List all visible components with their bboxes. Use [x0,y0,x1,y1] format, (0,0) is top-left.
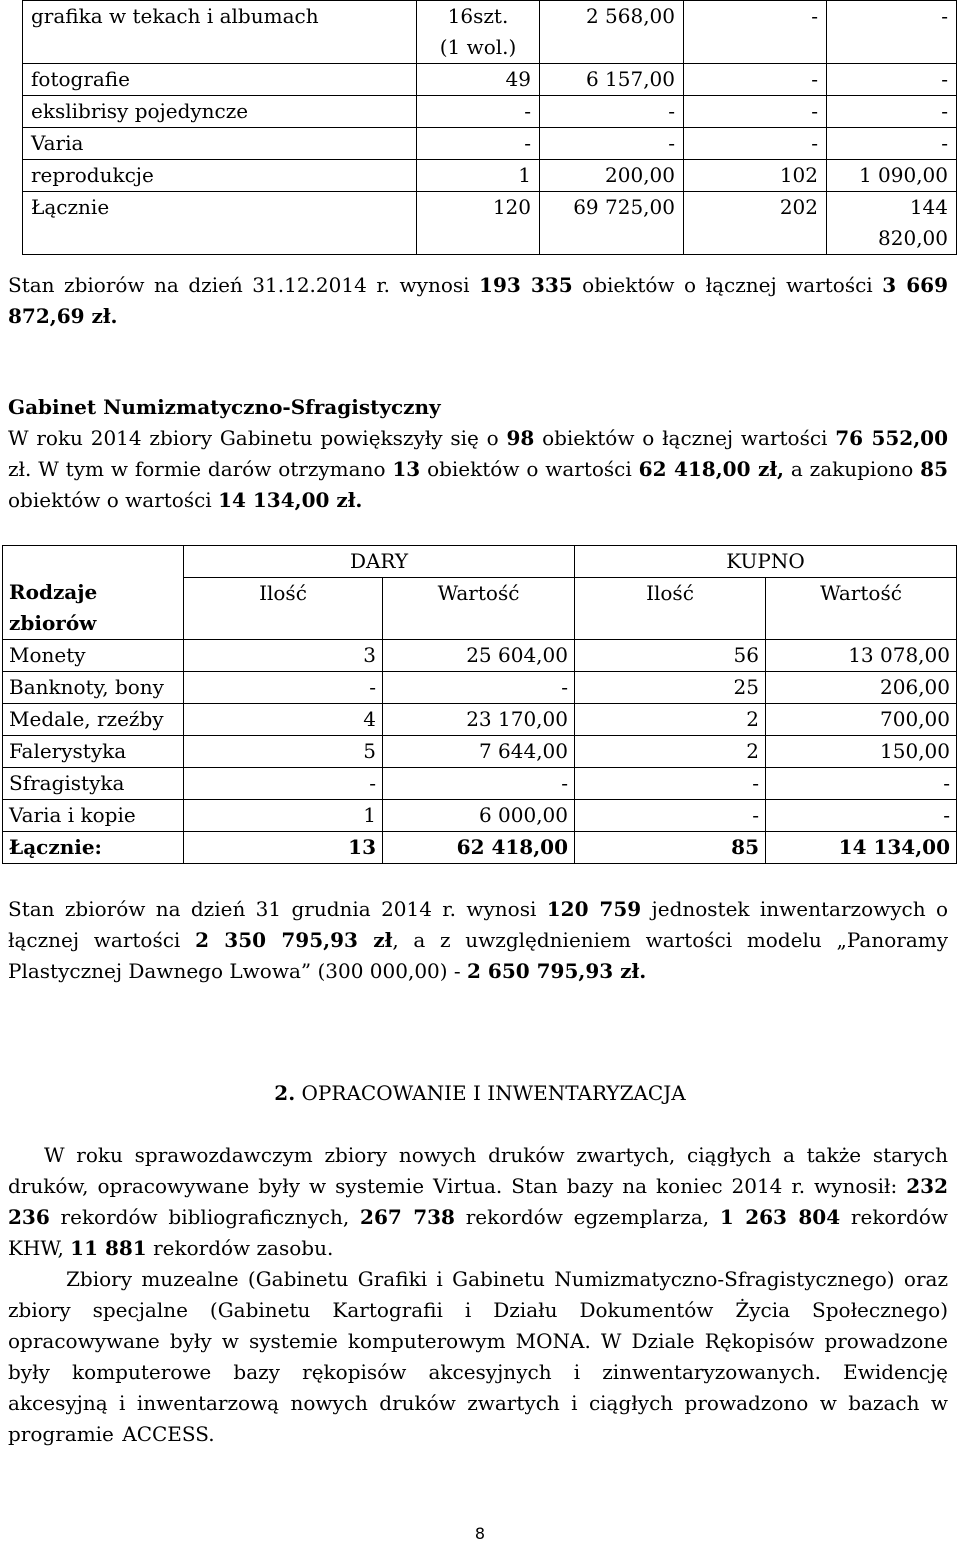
cell-dary-wartosc: - [383,672,575,704]
cell-value: - [540,96,684,128]
cell-type: Varia i kopie [3,800,184,832]
cell-type: Sfragistyka [3,768,184,800]
collection-table-continued [22,0,957,255]
cell-kupno-ilosc: 2 [575,736,766,768]
cell-name: grafika w tekach i albumach [23,1,417,64]
table-row [3,800,957,832]
cell-type: Łącznie: [3,832,184,864]
cell-dary-wartosc: 62 418,00 [383,832,575,864]
cell-dary-ilosc: 1 [184,800,383,832]
column-header-wartosc: Wartość [766,578,957,640]
cell-dary-ilosc: 3 [184,640,383,672]
cell-dary-ilosc: 5 [184,736,383,768]
cell-dary-wartosc: 25 604,00 [383,640,575,672]
cell-type: Medale, rzeźby [3,704,184,736]
cell-dary-wartosc: - [383,768,575,800]
column-header-type: Rodzaje zbiorów [3,546,184,640]
museum-collections-paragraph: Zbiory muzealne (Gabinetu Grafiki i Gabinetu Numizmatyczno-Sfragistycznego) oraz zbiory specjalne (Gabinetu Kartografii i Działu Dokumentów Życia Społecznego) opracowywane były w systemie komputerowym MONA. W Dziale Rękopisów prowadzone były komputerowe bazy rękopisów akcesyjnych i zinwentaryzowanych. Ewidencję akcesyjną i inwentarzową nowych druków zwartych i ciągłych prowadzono w bazach w programie ACCESS. [8,1267,948,1446]
cell-dary-wartosc: 7 644,00 [383,736,575,768]
cell-type: Falerystyka [3,736,184,768]
cell-kupno-ilosc: 2 [575,704,766,736]
cell-count: - [417,96,540,128]
cell-count-2: 202 [684,192,827,255]
cell-kupno-ilosc: - [575,768,766,800]
cell-kupno-wartosc: 14 134,00 [766,832,957,864]
cell-count-2: 102 [684,160,827,192]
cell-kupno-wartosc: - [766,800,957,832]
cell-count-2: - [684,128,827,160]
group-header-dary: DARY [184,546,575,578]
acquisitions-table [2,545,957,864]
cell-value: 2 568,00 [540,1,684,64]
cell-count: 120 [417,192,540,255]
cell-dary-ilosc: 4 [184,704,383,736]
cell-type: Monety [3,640,184,672]
cell-value-2: - [827,64,957,96]
table-row [3,768,957,800]
cell-kupno-ilosc: - [575,800,766,832]
cell-value-2: - [827,1,957,64]
cell-value-2: 144 820,00 [827,192,957,255]
cell-count: - [417,128,540,160]
cell-kupno-wartosc: 13 078,00 [766,640,957,672]
cell-name: reprodukcje [23,160,417,192]
cell-name: Łącznie [23,192,417,255]
cell-kupno-ilosc: 56 [575,640,766,672]
cell-value: 69 725,00 [540,192,684,255]
column-header-ilosc: Ilość [184,578,383,640]
table-row [3,640,957,672]
cell-kupno-wartosc: 206,00 [766,672,957,704]
column-header-ilosc: Ilość [575,578,766,640]
cell-kupno-ilosc: 85 [575,832,766,864]
numismatic-section-paragraph: Gabinet Numizmatyczno-Sfragistyczny W roku 2014 zbiory Gabinetu powiększyły się o 98 obiektów o łącznej wartości 76 552,00 zł. W tym w formie darów otrzymano 13 obiektów o wartości 62 418,00 zł, a zakupiono 85 obiektów o wartości 14 134,00 zł. [8,395,949,512]
cell-count-2: - [684,96,827,128]
cell-count: 49 [417,64,540,96]
total-status-paragraph: Stan zbiorów na dzień 31 grudnia 2014 r. wynosi 120 759 jednostek inwentarzowych o łącznej wartości 2 350 795,93 zł, a z uwzględnieniem wartości modelu „Panoramy Plastycznej Dawnego Lwowa” (300 000,00) - 2 650 795,93 zł. [8,897,949,983]
cell-value: 200,00 [540,160,684,192]
total-row [3,832,957,864]
page-number: 8 [474,1524,486,1543]
cell-kupno-wartosc: 150,00 [766,736,957,768]
cell-value-2: 1 090,00 [827,160,957,192]
cell-dary-ilosc: 13 [184,832,383,864]
cell-dary-wartosc: 6 000,00 [383,800,575,832]
cell-value: - [540,128,684,160]
collection-status-paragraph: Stan zbiorów na dzień 31.12.2014 r. wynosi 193 335 obiektów o łącznej wartości 3 669 872,69 zł. [8,273,948,328]
cell-kupno-ilosc: 25 [575,672,766,704]
cataloguing-paragraph: W roku sprawozdawczym zbiory nowych druków zwartych, ciągłych a także starych druków, opracowywane były w systemie Virtua. Stan bazy na koniec 2014 r. wynosił: 232 236 rekordów bibliograficznych, 267 738 rekordów egzemplarza, 1 263 804 rekordów KHW, 11 881 rekordów zasobu. [8,1143,948,1260]
cell-type: Banknoty, bony [3,672,184,704]
column-header-wartosc: Wartość [383,578,575,640]
cell-name: Varia [23,128,417,160]
table-row [23,192,957,255]
cell-count-2: - [684,64,827,96]
section-title: Gabinet Numizmatyczno-Sfragistyczny [8,395,441,419]
cell-dary-wartosc: 23 170,00 [383,704,575,736]
table-row [23,64,957,96]
cell-dary-ilosc: - [184,672,383,704]
table-row [23,160,957,192]
cell-name: fotografie [23,64,417,96]
table-row [23,128,957,160]
table-row [3,704,957,736]
table-group-header-row [3,546,957,578]
cell-count-2: - [684,1,827,64]
table-row [23,96,957,128]
cell-value-2: - [827,128,957,160]
cell-kupno-wartosc: - [766,768,957,800]
group-header-kupno: KUPNO [575,546,957,578]
cell-dary-ilosc: - [184,768,383,800]
table-row [23,1,957,64]
cell-count: 1 [417,160,540,192]
cell-count: 16szt. (1 wol.) [417,1,540,64]
table-row [3,672,957,704]
table-row [3,736,957,768]
cell-value-2: - [827,96,957,128]
cell-name: ekslibrisy pojedyncze [23,96,417,128]
cell-value: 6 157,00 [540,64,684,96]
cell-kupno-wartosc: 700,00 [766,704,957,736]
section-heading: 2. OPRACOWANIE I INWENTARYZACJA [274,1081,686,1105]
